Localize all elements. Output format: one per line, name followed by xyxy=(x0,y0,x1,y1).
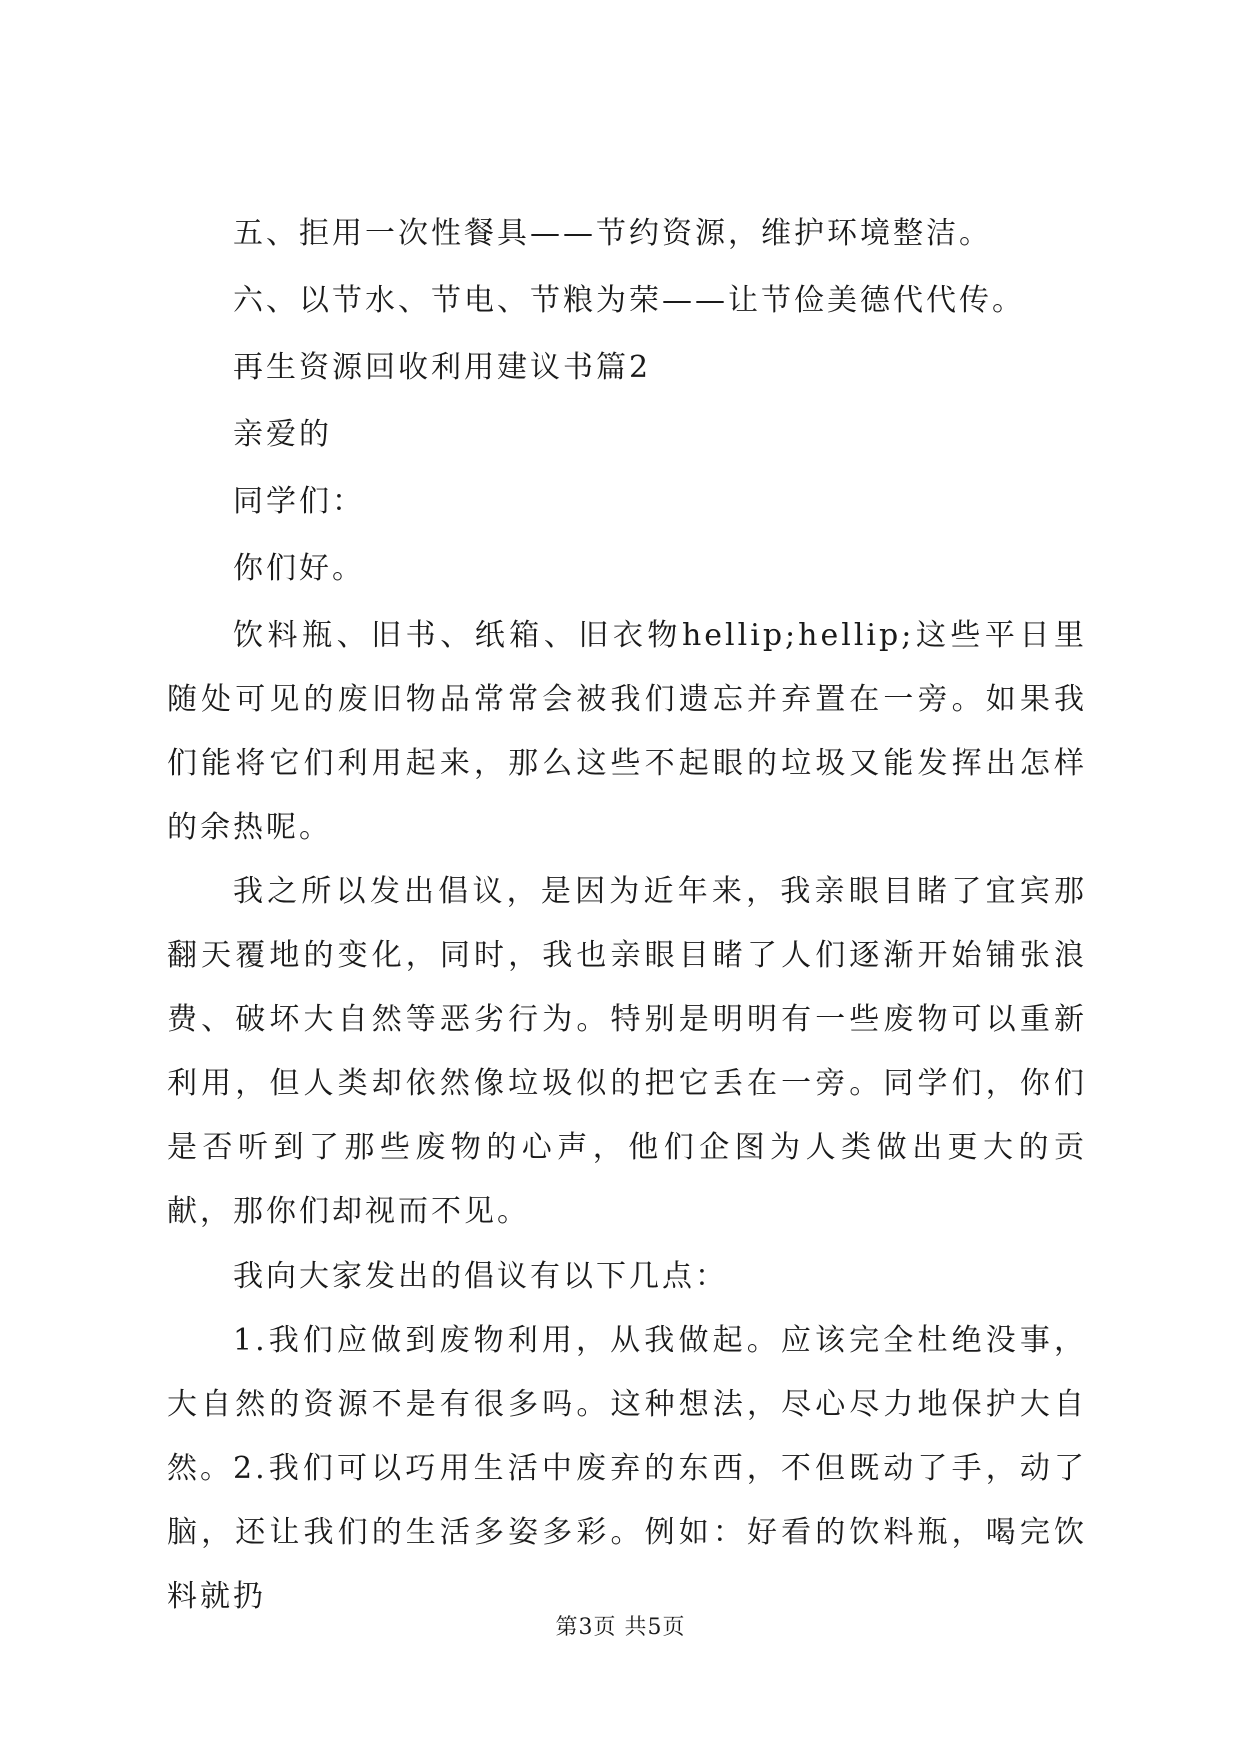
greeting-line: 你们好。 xyxy=(233,551,365,586)
paragraph-proposal-intro: 我向大家发出的倡议有以下几点： xyxy=(233,1259,728,1294)
paragraph-waste-items: 饮料瓶、旧书、纸箱、旧衣物hellip;hellip;这些平日里随处可见的废旧物品常常会被我们遗忘并弃置在一旁。如果我们能将它们利用起来，那么这些不起眼的垃圾又能发挥出怎样的余热呢。 xyxy=(167,618,1087,845)
page-footer: 第3页 共5页 xyxy=(555,1615,686,1640)
paragraph-point-2: 2.我们可以巧用生活中废弃的东西，不但既动了手，动了脑，还让我们的生活多姿多彩。例如：好看的饮料瓶，喝完饮料就扔 xyxy=(167,1451,1087,1614)
paragraph-point-1: 1.我们应做到废物利用，从我做起。应该完全杜绝没事，大自然的资源不是有很多吗。这种想法，尽心尽力地保护大自然。 xyxy=(167,1323,1087,1486)
salutation-dear: 亲爱的 xyxy=(233,417,332,452)
line-disposable-tableware: 五、拒用一次性餐具——节约资源，维护环境整洁。 xyxy=(233,216,992,251)
section-heading: 再生资源回收利用建议书篇2 xyxy=(233,350,652,385)
line-save-water-power: 六、以节水、节电、节粮为荣——让节俭美德代代传。 xyxy=(233,283,1025,318)
salutation-classmates: 同学们： xyxy=(233,484,365,519)
paragraph-reason: 我之所以发出倡议，是因为近年来，我亲眼目睹了宜宾那翻天覆地的变化，同时，我也亲眼目睹了人们逐渐开始铺张浪费、破坏大自然等恶劣行为。特别是明明有一些废物可以重新利用，但人类却依然像垃圾似的把它丢在一旁。同学们，你们是否听到了那些废物的心声，他们企图为人类做出更大的贡献，那你们却视而不见。 xyxy=(167,874,1087,1229)
